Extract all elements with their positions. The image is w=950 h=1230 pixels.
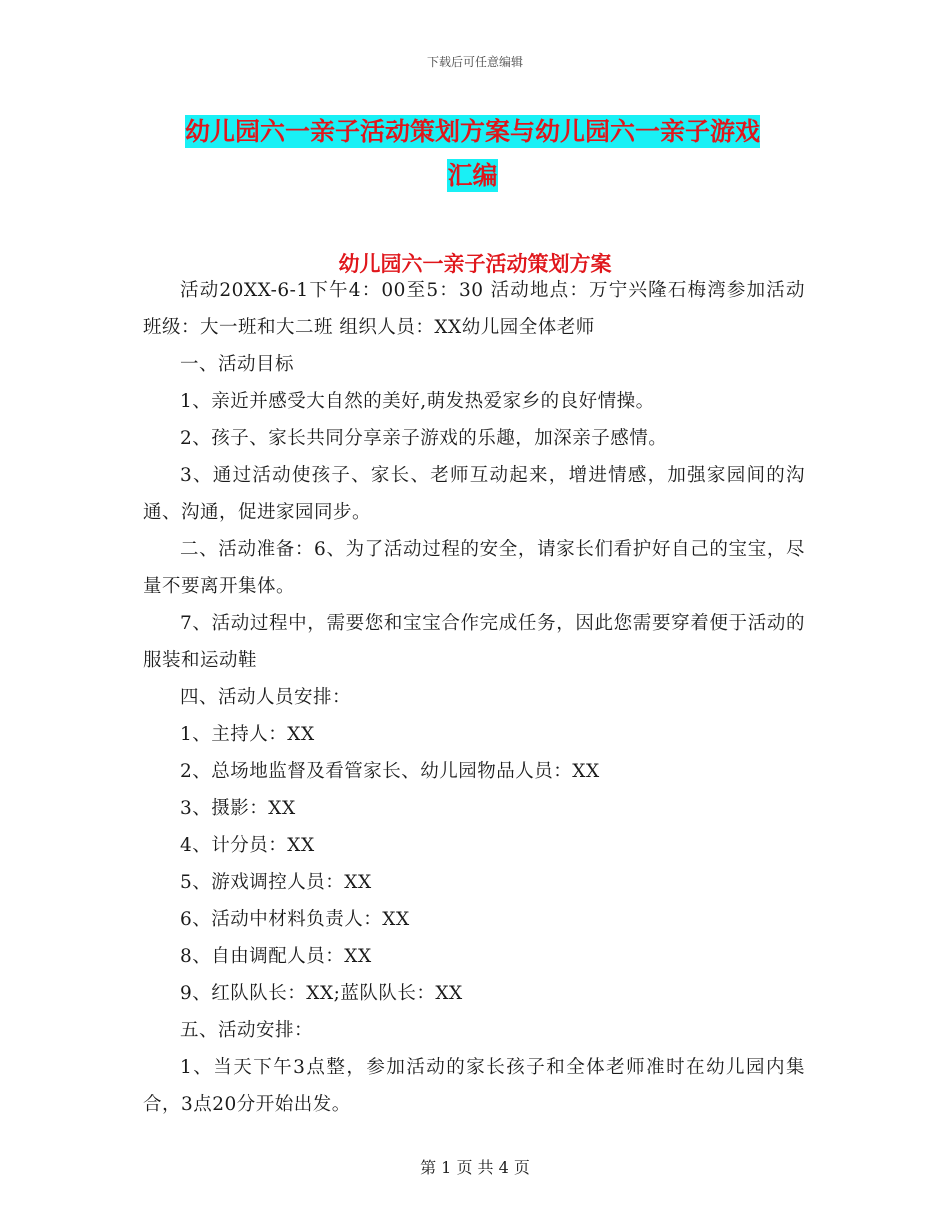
document-title-line2: 汇编 xyxy=(447,161,498,190)
paragraph: 一、活动目标 xyxy=(180,354,295,375)
paragraph: 7、活动过程中，需要您和宝宝合作完成任务，因此您需要穿着便于活动的服装和运动鞋 xyxy=(143,613,805,671)
paragraph: 4、计分员：XX xyxy=(180,835,315,856)
paragraph: 8、自由调配人员：XX xyxy=(180,946,372,967)
document-body xyxy=(143,272,805,1123)
paragraph: 1、主持人：XX xyxy=(180,724,315,745)
document-title xyxy=(140,110,805,198)
header-note: 下载后可任意编辑 xyxy=(426,55,523,69)
page-footer: 第 1 页 共 4 页 xyxy=(420,1158,530,1177)
paragraph: 9、红队队长：XX;蓝队队长：XX xyxy=(180,983,463,1004)
paragraph: 6、活动中材料负责人：XX xyxy=(180,909,410,930)
paragraph: 二、活动准备：6、为了活动过程的安全，请家长们看护好自己的宝宝，尽量不要离开集体。 xyxy=(143,539,805,597)
document-title-line1: 幼儿园六一亲子活动策划方案与幼儿园六一亲子游戏 xyxy=(184,117,760,146)
paragraph: 5、游戏调控人员：XX xyxy=(180,872,372,893)
paragraph: 3、摄影：XX xyxy=(180,798,296,819)
paragraph: 活动20XX-6-1下午4：00至5：30 活动地点：万宁兴隆石梅湾参加活动班级：大一班和大二班 组织人员：XX幼儿园全体老师 xyxy=(143,280,805,338)
section-title: 幼儿园六一亲子活动策划方案 xyxy=(338,252,612,276)
paragraph: 1、亲近并感受大自然的美好,萌发热爱家乡的良好情操。 xyxy=(180,391,655,412)
paragraph: 五、活动安排： xyxy=(180,1020,314,1041)
paragraph: 1、当天下午3点整，参加活动的家长孩子和全体老师准时在幼儿园内集合，3点20分开始出发。 xyxy=(143,1057,805,1115)
paragraph: 2、总场地监督及看管家长、幼儿园物品人员：XX xyxy=(180,761,600,782)
paragraph: 四、活动人员安排： xyxy=(180,687,352,708)
paragraph: 2、孩子、家长共同分享亲子游戏的乐趣，加深亲子感情。 xyxy=(180,428,668,449)
paragraph: 3、通过活动使孩子、家长、老师互动起来，增进情感，加强家园间的沟通、沟通，促进家园同步。 xyxy=(143,465,805,523)
